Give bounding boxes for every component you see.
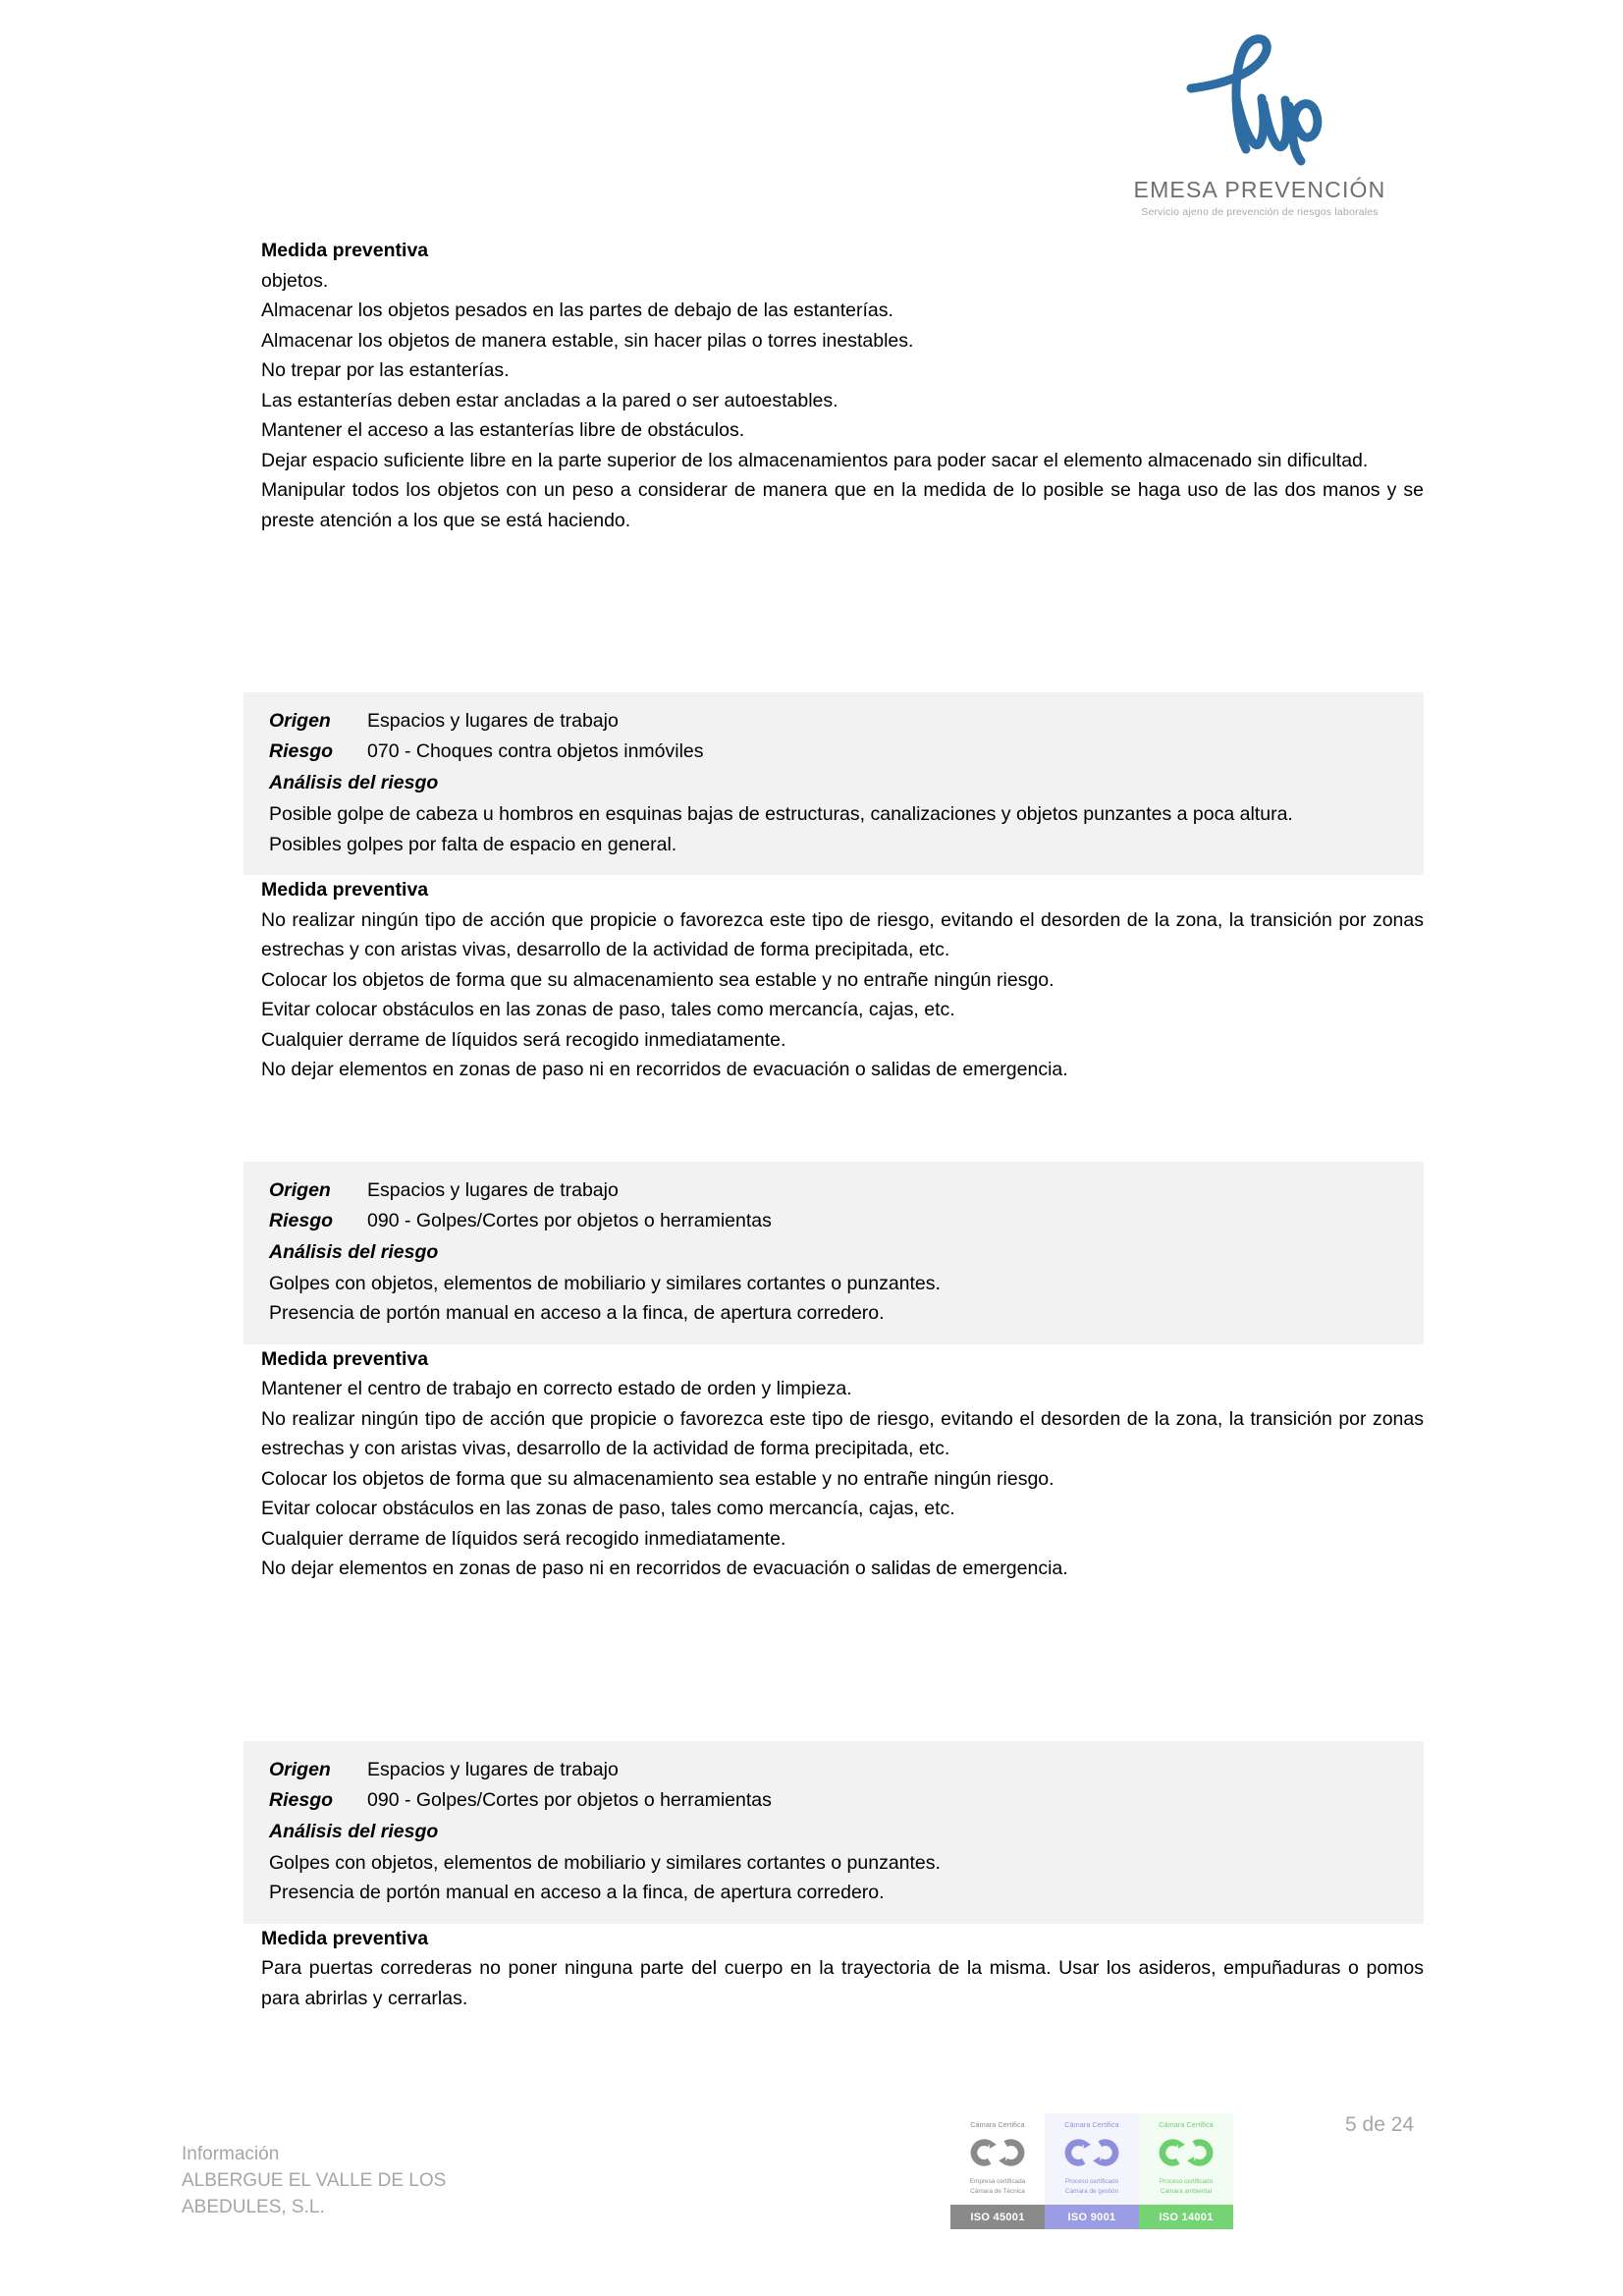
riesgo-row <box>269 737 1398 767</box>
measure-line: Almacenar los objetos pesados en las partes de debajo de las estanterías. <box>261 300 893 321</box>
medida-preventiva-block <box>243 1344 1424 1584</box>
origen-value: Espacios y lugares de trabajo <box>367 1178 619 1201</box>
section-heading: Medida preventiva <box>261 1927 429 1949</box>
emesa-signature-mark-icon <box>1162 27 1358 175</box>
cert-top-label: Cámara Certifica <box>970 2120 1025 2129</box>
measure-line: Cualquier derrame de líquidos será recogido inmediatamente. <box>261 1028 786 1051</box>
origen-label: Origen <box>269 1758 331 1780</box>
certification-badge-iso14001 <box>1139 2113 1233 2229</box>
measure-line: No dejar elementos en zonas de paso ni en recorridos de evacuación o salidas de emergencia. <box>261 1059 1068 1080</box>
risk-card <box>243 692 1424 875</box>
measure-line: Colocar los objetos de forma que su almacenamiento sea estable y no entrañe ningún riesgo. <box>261 968 1055 991</box>
measure-line: No dejar elementos en zonas de paso ni en recorridos de evacuación o salidas de emergencia. <box>261 1558 1068 1579</box>
page-footer <box>0 2111 1623 2296</box>
riesgo-label: Riesgo <box>269 740 334 762</box>
page-number: 5 de 24 <box>1345 2113 1415 2136</box>
measure-paragraph: Manipular todos los objetos con un peso a considerar de manera que en la medida de lo posible se haga uso de las dos manos y se preste atención a los que se está haciendo. <box>261 479 1424 531</box>
analisis-line: Posibles golpes por falta de espacio en general. <box>269 833 677 855</box>
main-content <box>243 236 1424 2013</box>
certification-badges <box>950 2113 1233 2229</box>
measure-paragraph: Para puertas correderas no poner ninguna parte del cuerpo en la trayectoria de la misma. Usar los asideros, empuñaduras o pomos para abrirlas y cerrarlas. <box>261 1957 1424 2009</box>
section-heading: Medida preventiva <box>261 879 429 901</box>
cert-mid-label-2: Cámara de gestión <box>1065 2188 1118 2195</box>
riesgo-row <box>269 1206 1398 1236</box>
riesgo-value: 090 - Golpes/Cortes por objetos o herramientas <box>367 1788 772 1811</box>
block-spacer <box>243 535 1424 692</box>
analisis-line: Presencia de portón manual en acceso a la finca, de apertura corredero. <box>269 1882 885 1903</box>
origen-value: Espacios y lugares de trabajo <box>367 710 619 732</box>
analisis-heading: Análisis del riesgo <box>269 1820 439 1842</box>
origen-row <box>269 706 1398 737</box>
riesgo-label: Riesgo <box>269 1209 334 1231</box>
logo-subtitle: Servicio ajeno de prevención de riesgos laborales <box>1141 206 1379 218</box>
measure-paragraph: No realizar ningún tipo de acción que propicie o favorezca este tipo de riesgo, evitando el desorden de la zona, la transición por zonas estrechas y con aristas vivas, desarrollo de la actividad de forma precipitada, etc. <box>261 1407 1424 1459</box>
footer-company-info <box>182 2141 594 2220</box>
camara-certifica-logo-icon <box>1156 2134 1217 2171</box>
riesgo-value: 090 - Golpes/Cortes por objetos o herramientas <box>367 1209 772 1231</box>
measure-line: Colocar los objetos de forma que su almacenamiento sea estable y no entrañe ningún riesgo. <box>261 1467 1055 1490</box>
block-spacer <box>243 1584 1424 1741</box>
top-medida-preventiva-block <box>243 236 1424 535</box>
origen-row <box>269 1175 1398 1206</box>
camara-certifica-logo-icon <box>967 2134 1028 2171</box>
cert-top-label: Cámara Certifica <box>1064 2120 1119 2129</box>
measure-line: Almacenar los objetos de manera estable, sin hacer pilas o torres inestables. <box>261 329 914 352</box>
analisis-paragraph: Posible golpe de cabeza u hombros en esquinas bajas de estructuras, canalizaciones y objetos punzantes a poca altura. <box>269 803 1293 825</box>
block-spacer <box>243 1085 1424 1162</box>
measure-line: Mantener el acceso a las estanterías libre de obstáculos. <box>261 419 745 441</box>
riesgo-value: 070 - Choques contra objetos inmóviles <box>367 740 704 762</box>
analisis-line: Golpes con objetos, elementos de mobiliario y similares cortantes o punzantes. <box>269 1851 941 1874</box>
measure-line: objetos. <box>261 269 329 292</box>
origen-label: Origen <box>269 710 331 732</box>
cert-top-label: Cámara Certifica <box>1159 2120 1214 2129</box>
medida-preventiva-block <box>243 875 1424 1085</box>
section-heading: Medida preventiva <box>261 1347 429 1370</box>
measure-line: Cualquier derrame de líquidos será recogido inmediatamente. <box>261 1527 786 1550</box>
origen-row <box>269 1755 1398 1785</box>
cert-standard-label: ISO 45001 <box>950 2205 1045 2229</box>
footer-company-line-2: ABEDULES, S.L. <box>182 2197 325 2217</box>
logo-title: EMESA PREVENCIÓN <box>1133 177 1386 202</box>
analisis-line: Golpes con objetos, elementos de mobiliario y similares cortantes o punzantes. <box>269 1272 941 1294</box>
origen-value: Espacios y lugares de trabajo <box>367 1758 619 1780</box>
certification-badge-iso45001 <box>950 2113 1045 2229</box>
cert-standard-label: ISO 14001 <box>1139 2205 1233 2229</box>
cert-mid-label-1: Empresa certificada <box>969 2178 1026 2185</box>
cert-standard-label: ISO 9001 <box>1045 2205 1139 2229</box>
footer-company-line-1: ALBERGUE EL VALLE DE LOS <box>182 2170 447 2191</box>
measure-line: Las estanterías deben estar ancladas a la pared o ser autoestables. <box>261 389 839 411</box>
section-heading: Medida preventiva <box>261 240 429 261</box>
analisis-line: Presencia de portón manual en acceso a la finca, de apertura corredero. <box>269 1302 885 1324</box>
measure-line: Mantener el centro de trabajo en correcto estado de orden y limpieza. <box>261 1378 852 1399</box>
analisis-heading: Análisis del riesgo <box>269 1240 439 1263</box>
footer-info-label: Información <box>182 2144 280 2164</box>
camara-certifica-logo-icon <box>1061 2134 1122 2171</box>
measure-paragraph: No realizar ningún tipo de acción que propicie o favorezca este tipo de riesgo, evitando el desorden de la zona, la transición por zonas estrechas y con aristas vivas, desarrollo de la actividad de forma precipitada, etc. <box>261 908 1424 960</box>
measure-line: Evitar colocar obstáculos en las zonas de paso, tales como mercancía, cajas, etc. <box>261 999 955 1020</box>
riesgo-row <box>269 1785 1398 1816</box>
riesgo-label: Riesgo <box>269 1788 334 1811</box>
medida-preventiva-block <box>243 1924 1424 2014</box>
cert-mid-label-1: Proceso certificado <box>1159 2178 1214 2185</box>
measure-line: Evitar colocar obstáculos en las zonas de paso, tales como mercancía, cajas, etc. <box>261 1498 955 1519</box>
company-logo <box>1103 27 1417 218</box>
certification-badge-iso9001 <box>1045 2113 1139 2229</box>
risk-card <box>243 1741 1424 1924</box>
measure-paragraph: Dejar espacio suficiente libre en la parte superior de los almacenamientos para poder sacar el elemento almacenado sin dificultad. <box>261 449 1369 471</box>
risk-card <box>243 1162 1424 1344</box>
measure-line: No trepar por las estanterías. <box>261 359 510 381</box>
cert-mid-label-2: Cámara de Técnica <box>970 2188 1025 2195</box>
analisis-heading: Análisis del riesgo <box>269 772 439 793</box>
cert-mid-label-1: Proceso certificado <box>1064 2178 1119 2185</box>
origen-label: Origen <box>269 1178 331 1201</box>
cert-mid-label-2: Cámara ambiental <box>1160 2188 1213 2195</box>
